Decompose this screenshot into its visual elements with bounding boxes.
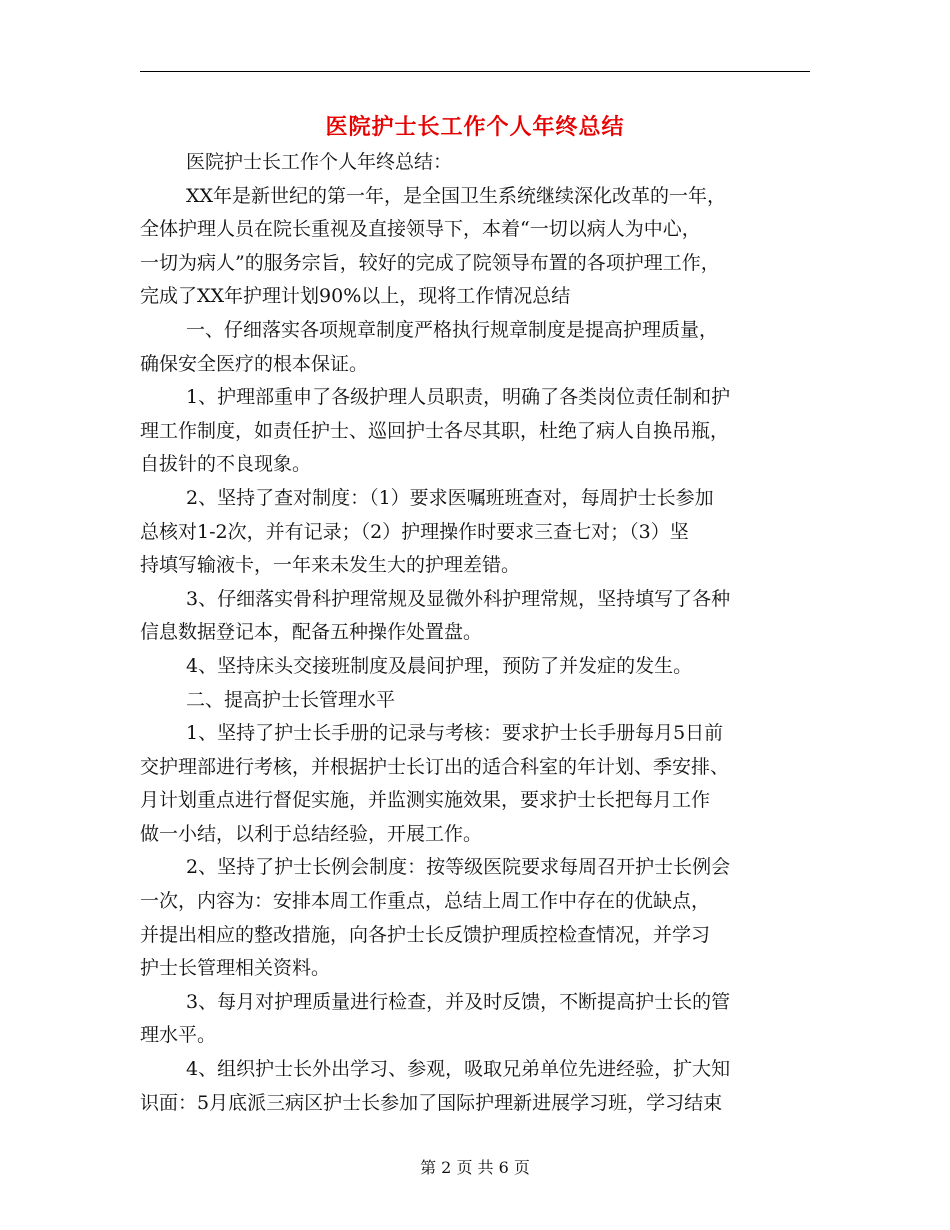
header-rule <box>140 71 810 72</box>
text-line: 2、坚持了查对制度：（1）要求医嘱班班查对，每周护士长参加 <box>186 486 714 509</box>
text-line: 一切为病人”的服务宗旨，较好的完成了院领导布置的各项护理工作， <box>140 251 720 274</box>
text-line: 3、每月对护理质量进行检查，并及时反馈，不断提高护士长的管 <box>186 990 731 1013</box>
text-line: 4、组织护士长外出学习、参观，吸取兄弟单位先进经验，扩大知 <box>186 1058 731 1081</box>
text-line: 二、提高护士长管理水平 <box>186 688 396 711</box>
text-line: 持填写输液卡，一年来未发生大的护理差错。 <box>140 554 521 577</box>
text-line: 做一小结，以利于总结经验，开展工作。 <box>140 822 483 845</box>
text-line: 一、仔细落实各项规章制度严格执行规章制度是提高护理质量， <box>186 318 719 341</box>
text-line: 理工作制度，如责任护士、巡回护士各尽其职，杜绝了病人自换吊瓶， <box>140 419 730 442</box>
text-line: 总核对1-2次，并有记录；（2）护理操作时要求三查七对；（3）坚 <box>140 520 689 543</box>
text-line: 交护理部进行考核，并根据护士长订出的适合科室的年计划、季安排、 <box>140 755 730 778</box>
document-title: 医院护士长工作个人年终总结 <box>325 114 625 140</box>
document-body <box>140 146 808 1120</box>
text-line: 完成了XX年护理计划90%以上，现将工作情况总结 <box>140 285 571 308</box>
text-line: 并提出相应的整改措施，向各护士长反馈护理质控检查情况，并学习 <box>140 923 711 946</box>
text-line: 医院护士长工作个人年终总结： <box>186 151 453 173</box>
text-line: 2、坚持了护士长例会制度：按等级医院要求每周召开护士长例会 <box>186 856 731 879</box>
text-line: 理水平。 <box>140 1024 217 1047</box>
text-line: 全体护理人员在院长重视及直接领导下，本着“一切以病人为中心， <box>140 218 701 241</box>
text-line: 识面：5月底派三病区护士长参加了国际护理新进展学习班，学习结束 <box>140 1091 723 1114</box>
text-line: 确保安全医疗的根本保证。 <box>140 352 369 375</box>
text-line: 1、坚持了护士长手册的记录与考核：要求护士长手册每月5日前 <box>186 722 724 745</box>
text-line: 一次，内容为：安排本周工作重点，总结上周工作中存在的优缺点， <box>140 890 711 913</box>
text-line: 4、坚持床头交接班制度及晨间护理，预防了并发症的发生。 <box>186 654 693 677</box>
text-line: 信息数据登记本，配备五种操作处置盘。 <box>140 621 483 644</box>
text-line: XX年是新世纪的第一年，是全国卫生系统继续深化改革的一年， <box>186 184 727 207</box>
text-line: 护士长管理相关资料。 <box>140 957 331 980</box>
text-line: 1、护理部重申了各级护理人员职责，明确了各类岗位责任制和护 <box>186 386 731 409</box>
page-number-footer: 第 2 页 共 6 页 <box>420 1158 530 1177</box>
text-line: 月计划重点进行督促实施，并监测实施效果，要求护士长把每月工作 <box>140 789 711 812</box>
text-line: 3、仔细落实骨科护理常规及显微外科护理常规，坚持填写了各种 <box>186 587 731 610</box>
text-line: 自拔针的不良现象。 <box>140 453 312 476</box>
